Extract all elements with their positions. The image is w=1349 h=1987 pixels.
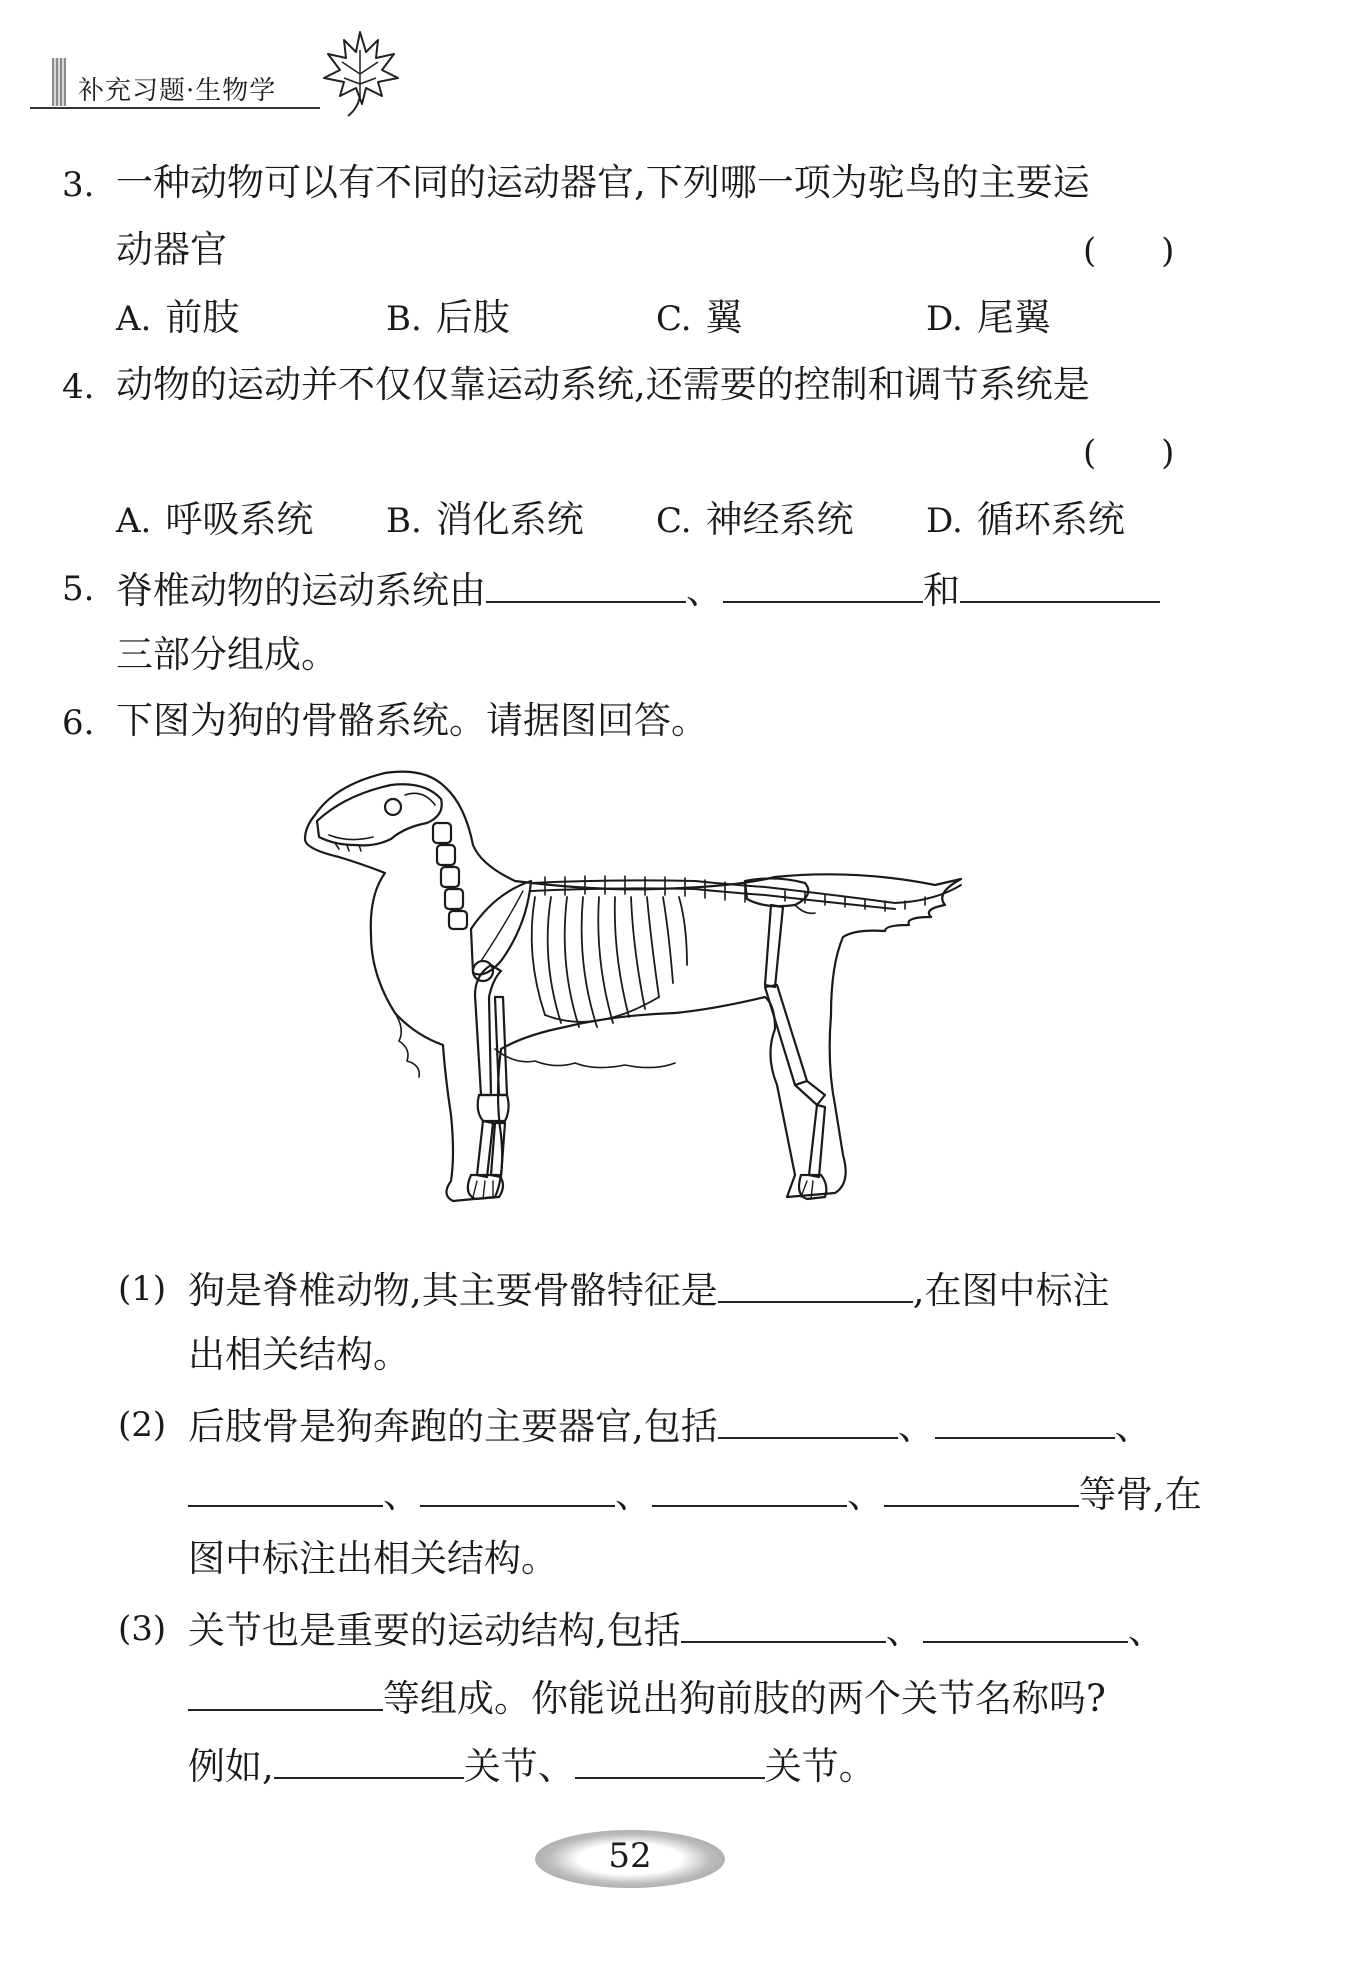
- q6-sub1-line2: 出相关结构。: [188, 1333, 410, 1376]
- q6-sub2-blank-3[interactable]: [188, 1469, 383, 1507]
- q6-sub3-line3: 例如, 关节、 关节。: [188, 1741, 876, 1789]
- q5-blank-2[interactable]: [723, 565, 923, 603]
- q6-sub2-line3: 图中标注出相关结构。: [188, 1537, 558, 1580]
- q6-sub2-line2: 、 、 、 等骨,在: [188, 1469, 1202, 1517]
- q6-sub2-line1: 后肢骨是狗奔跑的主要器官,包括 、 、: [188, 1401, 1152, 1449]
- q6-sub2-blank-1[interactable]: [718, 1401, 898, 1439]
- q6-sub3-line2: 等组成。你能说出狗前肢的两个关节名称吗?: [188, 1673, 1106, 1721]
- q6-sub1-line1: 狗是脊椎动物,其主要骨骼特征是 ,在图中标注: [188, 1265, 1110, 1313]
- maple-leaf-icon: [318, 26, 402, 118]
- q5-blank-3[interactable]: [960, 565, 1160, 603]
- q6-sub2-blank-5[interactable]: [652, 1469, 847, 1507]
- q6-sub3-blank-1[interactable]: [681, 1605, 886, 1643]
- q6-sub2-blank-6[interactable]: [884, 1469, 1079, 1507]
- header-title: 补充习题·生物学: [78, 76, 277, 106]
- q3-stem-line2: 动器官: [116, 228, 227, 271]
- q3-option-a: A. 前肢: [116, 296, 240, 339]
- q6-sub1-blank[interactable]: [718, 1265, 913, 1303]
- q3-option-d: D. 尾翼: [926, 296, 1051, 339]
- q6-number: 6.: [62, 703, 95, 743]
- q6-sub2-blank-4[interactable]: [420, 1469, 615, 1507]
- q3-answer-paren: ( ): [1083, 231, 1175, 271]
- q6-sub2-blank-2[interactable]: [935, 1401, 1115, 1439]
- q3-option-b: B. 后肢: [386, 296, 510, 339]
- q6-sub1-label: (1): [118, 1269, 167, 1309]
- dog-skeleton-figure: [295, 765, 965, 1225]
- q5-stem-line2: 三部分组成。: [116, 633, 338, 676]
- q6-sub3-blank-2[interactable]: [923, 1605, 1128, 1643]
- q4-option-a: A. 呼吸系统: [116, 498, 314, 541]
- q6-sub3-blank-5[interactable]: [575, 1741, 765, 1779]
- q5-stem-line1: 脊椎动物的运动系统由 、 和: [116, 565, 1160, 613]
- q6-sub3-label: (3): [118, 1609, 167, 1649]
- q3-stem-line1: 一种动物可以有不同的运动器官,下列哪一项为驼鸟的主要运: [116, 161, 1090, 204]
- q6-sub2-label: (2): [118, 1405, 167, 1445]
- q4-answer-paren: ( ): [1083, 433, 1175, 473]
- q4-option-c: C. 神经系统: [656, 498, 854, 541]
- page-number-badge: [535, 1830, 725, 1888]
- q4-option-d: D. 循环系统: [926, 498, 1125, 541]
- q6-stem: 下图为狗的骨骼系统。请据图回答。: [116, 699, 708, 742]
- header-rule: [30, 107, 320, 109]
- q4-option-b: B. 消化系统: [386, 498, 584, 541]
- q6-sub3-blank-3[interactable]: [188, 1673, 383, 1711]
- q6-sub3-blank-4[interactable]: [274, 1741, 464, 1779]
- q4-stem-line1: 动物的运动并不仅仅靠运动系统,还需要的控制和调节系统是: [116, 363, 1090, 406]
- header-decoration-bar: [52, 58, 66, 106]
- q5-number: 5.: [62, 569, 95, 609]
- q5-blank-1[interactable]: [486, 565, 686, 603]
- page-number: 52: [608, 1836, 652, 1876]
- q3-number: 3.: [62, 165, 95, 205]
- q3-option-c: C. 翼: [656, 296, 743, 339]
- q4-number: 4.: [62, 367, 95, 407]
- q6-sub3-line1: 关节也是重要的运动结构,包括 、 、: [188, 1605, 1165, 1653]
